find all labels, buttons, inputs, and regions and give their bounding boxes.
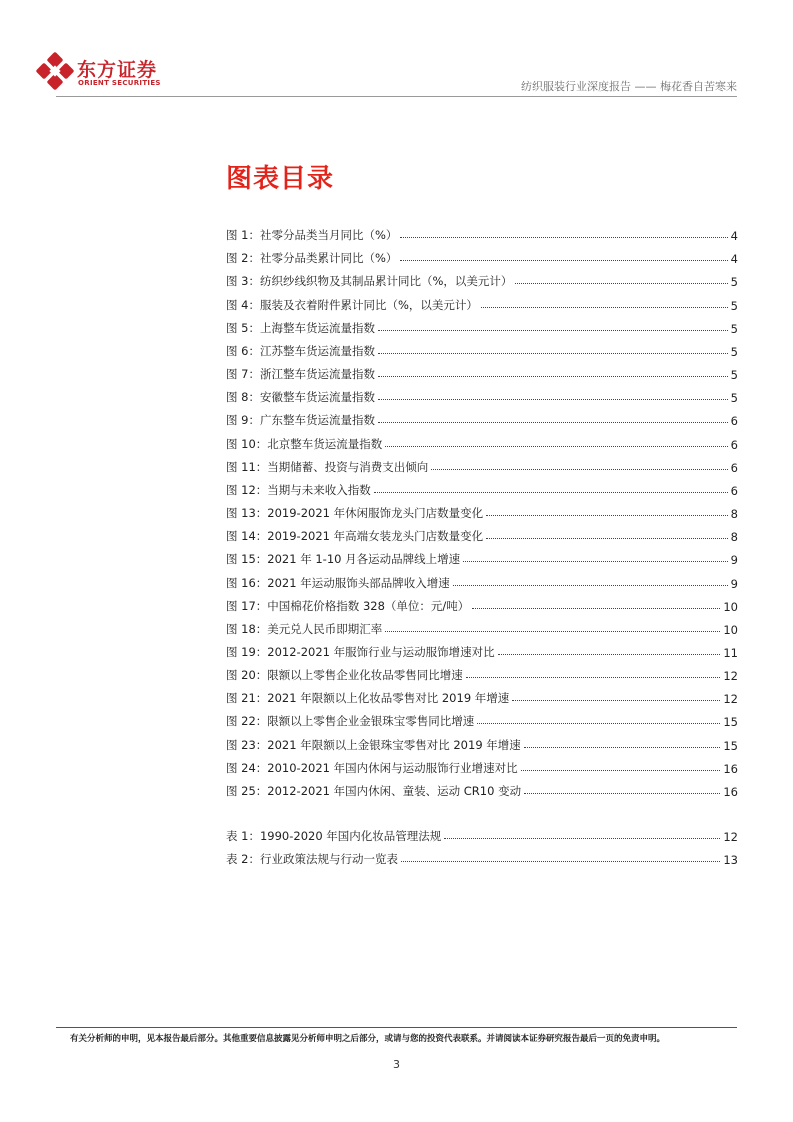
table-of-figures (226, 220, 738, 867)
toc-page-number: 8 (730, 530, 738, 545)
toc-figure-entry[interactable] (226, 452, 738, 475)
toc-dot-leader (466, 677, 721, 678)
toc-dot-leader (374, 492, 728, 493)
toc-figure-entry[interactable] (226, 591, 738, 614)
toc-entry-label: 图 4：服装及衣着附件累计同比（%，以美元计） (226, 297, 478, 312)
toc-figure-entry[interactable] (226, 729, 738, 752)
toc-page-number: 12 (723, 692, 738, 707)
footer-disclaimer: 有关分析师的申明，见本报告最后部分。其他重要信息披露见分析师申明之后部分，或请与您的投资代表联系。并请阅读本证券研究报告最后一页的免责申明。 (70, 1034, 666, 1044)
toc-figure-entry[interactable] (226, 405, 738, 428)
toc-figure-entry[interactable] (226, 521, 738, 544)
toc-figure-entry[interactable] (226, 498, 738, 521)
toc-entry-label: 图 21：2021 年限额以上化妆品零售对比 2019 年增速 (226, 691, 510, 706)
toc-figure-entry[interactable] (226, 776, 738, 799)
toc-page-number: 6 (730, 437, 738, 452)
toc-dot-leader (486, 538, 728, 539)
page-number: 3 (393, 1058, 400, 1071)
logo-chinese-name: 东方证券 (77, 59, 158, 81)
toc-dot-leader (378, 330, 728, 331)
toc-dot-leader (453, 585, 728, 586)
toc-dot-leader (477, 723, 720, 724)
toc-dot-leader (498, 654, 721, 655)
toc-page-number: 13 (723, 853, 738, 868)
toc-figure-entry[interactable] (226, 544, 738, 567)
page-header (0, 0, 793, 100)
toc-page-number: 5 (730, 344, 738, 359)
toc-entry-label: 图 8：安徽整车货运流量指数 (226, 390, 375, 405)
toc-entry-label: 图 23：2021 年限额以上金银珠宝零售对比 2019 年增速 (226, 737, 521, 752)
toc-figure-entry[interactable] (226, 683, 738, 706)
toc-dot-leader (378, 399, 728, 400)
toc-entry-label: 图 10：北京整车货运流量指数 (226, 436, 383, 451)
toc-page-number: 16 (723, 784, 738, 799)
toc-entry-label: 表 2：行业政策法规与行动一览表 (226, 852, 398, 867)
toc-dot-leader (515, 283, 727, 284)
toc-page-number: 5 (730, 368, 738, 383)
toc-entry-label: 图 16：2021 年运动服饰头部品牌收入增速 (226, 575, 450, 590)
report-title: 纺织服装行业深度报告 —— 梅花香自苦寒来 (521, 80, 737, 93)
list-spacer (226, 799, 738, 821)
toc-figure-entry[interactable] (226, 706, 738, 729)
toc-figure-entry[interactable] (226, 753, 738, 776)
toc-entry-label: 图 15：2021 年 1-10 月各运动品牌线上增速 (226, 552, 461, 567)
toc-table-entry[interactable] (226, 821, 738, 844)
toc-page-number: 5 (730, 321, 738, 336)
toc-page-number: 12 (723, 830, 738, 845)
toc-dot-leader (486, 515, 728, 516)
toc-page-number: 4 (730, 229, 738, 244)
toc-figure-entry[interactable] (226, 336, 738, 359)
toc-figure-entry[interactable] (226, 660, 738, 683)
toc-dot-leader (521, 770, 721, 771)
toc-entry-label: 图 2：社零分品类累计同比（%） (226, 251, 398, 266)
toc-dot-leader (400, 237, 727, 238)
toc-dot-leader (512, 700, 720, 701)
toc-entry-label: 图 13：2019-2021 年休闲服饰龙头门店数量变化 (226, 506, 484, 521)
page-title: 图表目录 (226, 164, 335, 194)
toc-dot-leader (378, 422, 728, 423)
toc-entry-label: 图 22：限额以上零售企业金银珠宝零售同比增速 (226, 714, 475, 729)
toc-dot-leader (481, 307, 728, 308)
toc-figure-entry[interactable] (226, 475, 738, 498)
toc-page-number: 6 (730, 460, 738, 475)
toc-figure-entry[interactable] (226, 614, 738, 637)
toc-figure-entry[interactable] (226, 266, 738, 289)
toc-entry-label: 图 5：上海整车货运流量指数 (226, 320, 375, 335)
toc-page-number: 10 (723, 599, 738, 614)
toc-entry-label: 图 19：2012-2021 年服饰行业与运动服饰增速对比 (226, 644, 495, 659)
toc-table-entry[interactable] (226, 844, 738, 867)
toc-dot-leader (444, 838, 720, 839)
toc-entry-label: 表 1：1990-2020 年国内化妆品管理法规 (226, 829, 442, 844)
toc-entry-label: 图 24：2010-2021 年国内休闲与运动服饰行业增速对比 (226, 760, 518, 775)
toc-entry-label: 图 9：广东整车货运流量指数 (226, 413, 375, 428)
toc-dot-leader (385, 446, 727, 447)
figure-list (226, 220, 738, 799)
orient-securities-logo-icon (36, 52, 74, 90)
toc-page-number: 15 (723, 738, 738, 753)
logo-english-name: ORIENT SECURITIES (78, 79, 161, 87)
toc-figure-entry[interactable] (226, 220, 738, 243)
toc-entry-label: 图 18：美元兑人民币即期汇率 (226, 621, 383, 636)
toc-page-number: 6 (730, 414, 738, 429)
toc-figure-entry[interactable] (226, 567, 738, 590)
toc-entry-label: 图 17：中国棉花价格指数 328（单位：元/吨） (226, 598, 470, 613)
toc-entry-label: 图 25：2012-2021 年国内休闲、童装、运动 CR10 变动 (226, 783, 522, 798)
toc-entry-label: 图 12：当期与未来收入指数 (226, 482, 371, 497)
toc-page-number: 12 (723, 669, 738, 684)
toc-dot-leader (431, 469, 727, 470)
toc-page-number: 5 (730, 298, 738, 313)
toc-page-number: 6 (730, 483, 738, 498)
toc-page-number: 5 (730, 275, 738, 290)
toc-dot-leader (401, 861, 720, 862)
toc-dot-leader (378, 353, 728, 354)
toc-entry-label: 图 7：浙江整车货运流量指数 (226, 367, 375, 382)
toc-page-number: 9 (730, 553, 738, 568)
header-divider (56, 96, 737, 97)
toc-dot-leader (524, 793, 720, 794)
toc-page-number: 16 (723, 761, 738, 776)
toc-page-number: 4 (730, 252, 738, 267)
toc-dot-leader (463, 561, 728, 562)
toc-entry-label: 图 14：2019-2021 年高端女装龙头门店数量变化 (226, 529, 484, 544)
toc-entry-label: 图 3：纺织纱线织物及其制品累计同比（%，以美元计） (226, 274, 513, 289)
toc-page-number: 5 (730, 391, 738, 406)
toc-entry-label: 图 1：社零分品类当月同比（%） (226, 228, 398, 243)
toc-figure-entry[interactable] (226, 243, 738, 266)
toc-page-number: 9 (730, 576, 738, 591)
toc-figure-entry[interactable] (226, 313, 738, 336)
toc-dot-leader (378, 376, 728, 377)
toc-dot-leader (524, 747, 721, 748)
toc-dot-leader (472, 608, 720, 609)
footer-divider (56, 1027, 737, 1028)
toc-dot-leader (385, 631, 720, 632)
toc-figure-entry[interactable] (226, 637, 738, 660)
toc-page-number: 10 (723, 622, 738, 637)
toc-figure-entry[interactable] (226, 428, 738, 451)
toc-entry-label: 图 11：当期储蓄、投资与消费支出倾向 (226, 459, 429, 474)
toc-page-number: 15 (723, 715, 738, 730)
toc-page-number: 11 (723, 645, 738, 660)
toc-entry-label: 图 6：江苏整车货运流量指数 (226, 343, 375, 358)
toc-figure-entry[interactable] (226, 382, 738, 405)
toc-entry-label: 图 20：限额以上零售企业化妆品零售同比增速 (226, 668, 463, 683)
company-logo (36, 52, 186, 92)
toc-figure-entry[interactable] (226, 359, 738, 382)
toc-dot-leader (400, 260, 727, 261)
toc-page-number: 8 (730, 507, 738, 522)
table-list (226, 821, 738, 867)
toc-figure-entry[interactable] (226, 289, 738, 312)
